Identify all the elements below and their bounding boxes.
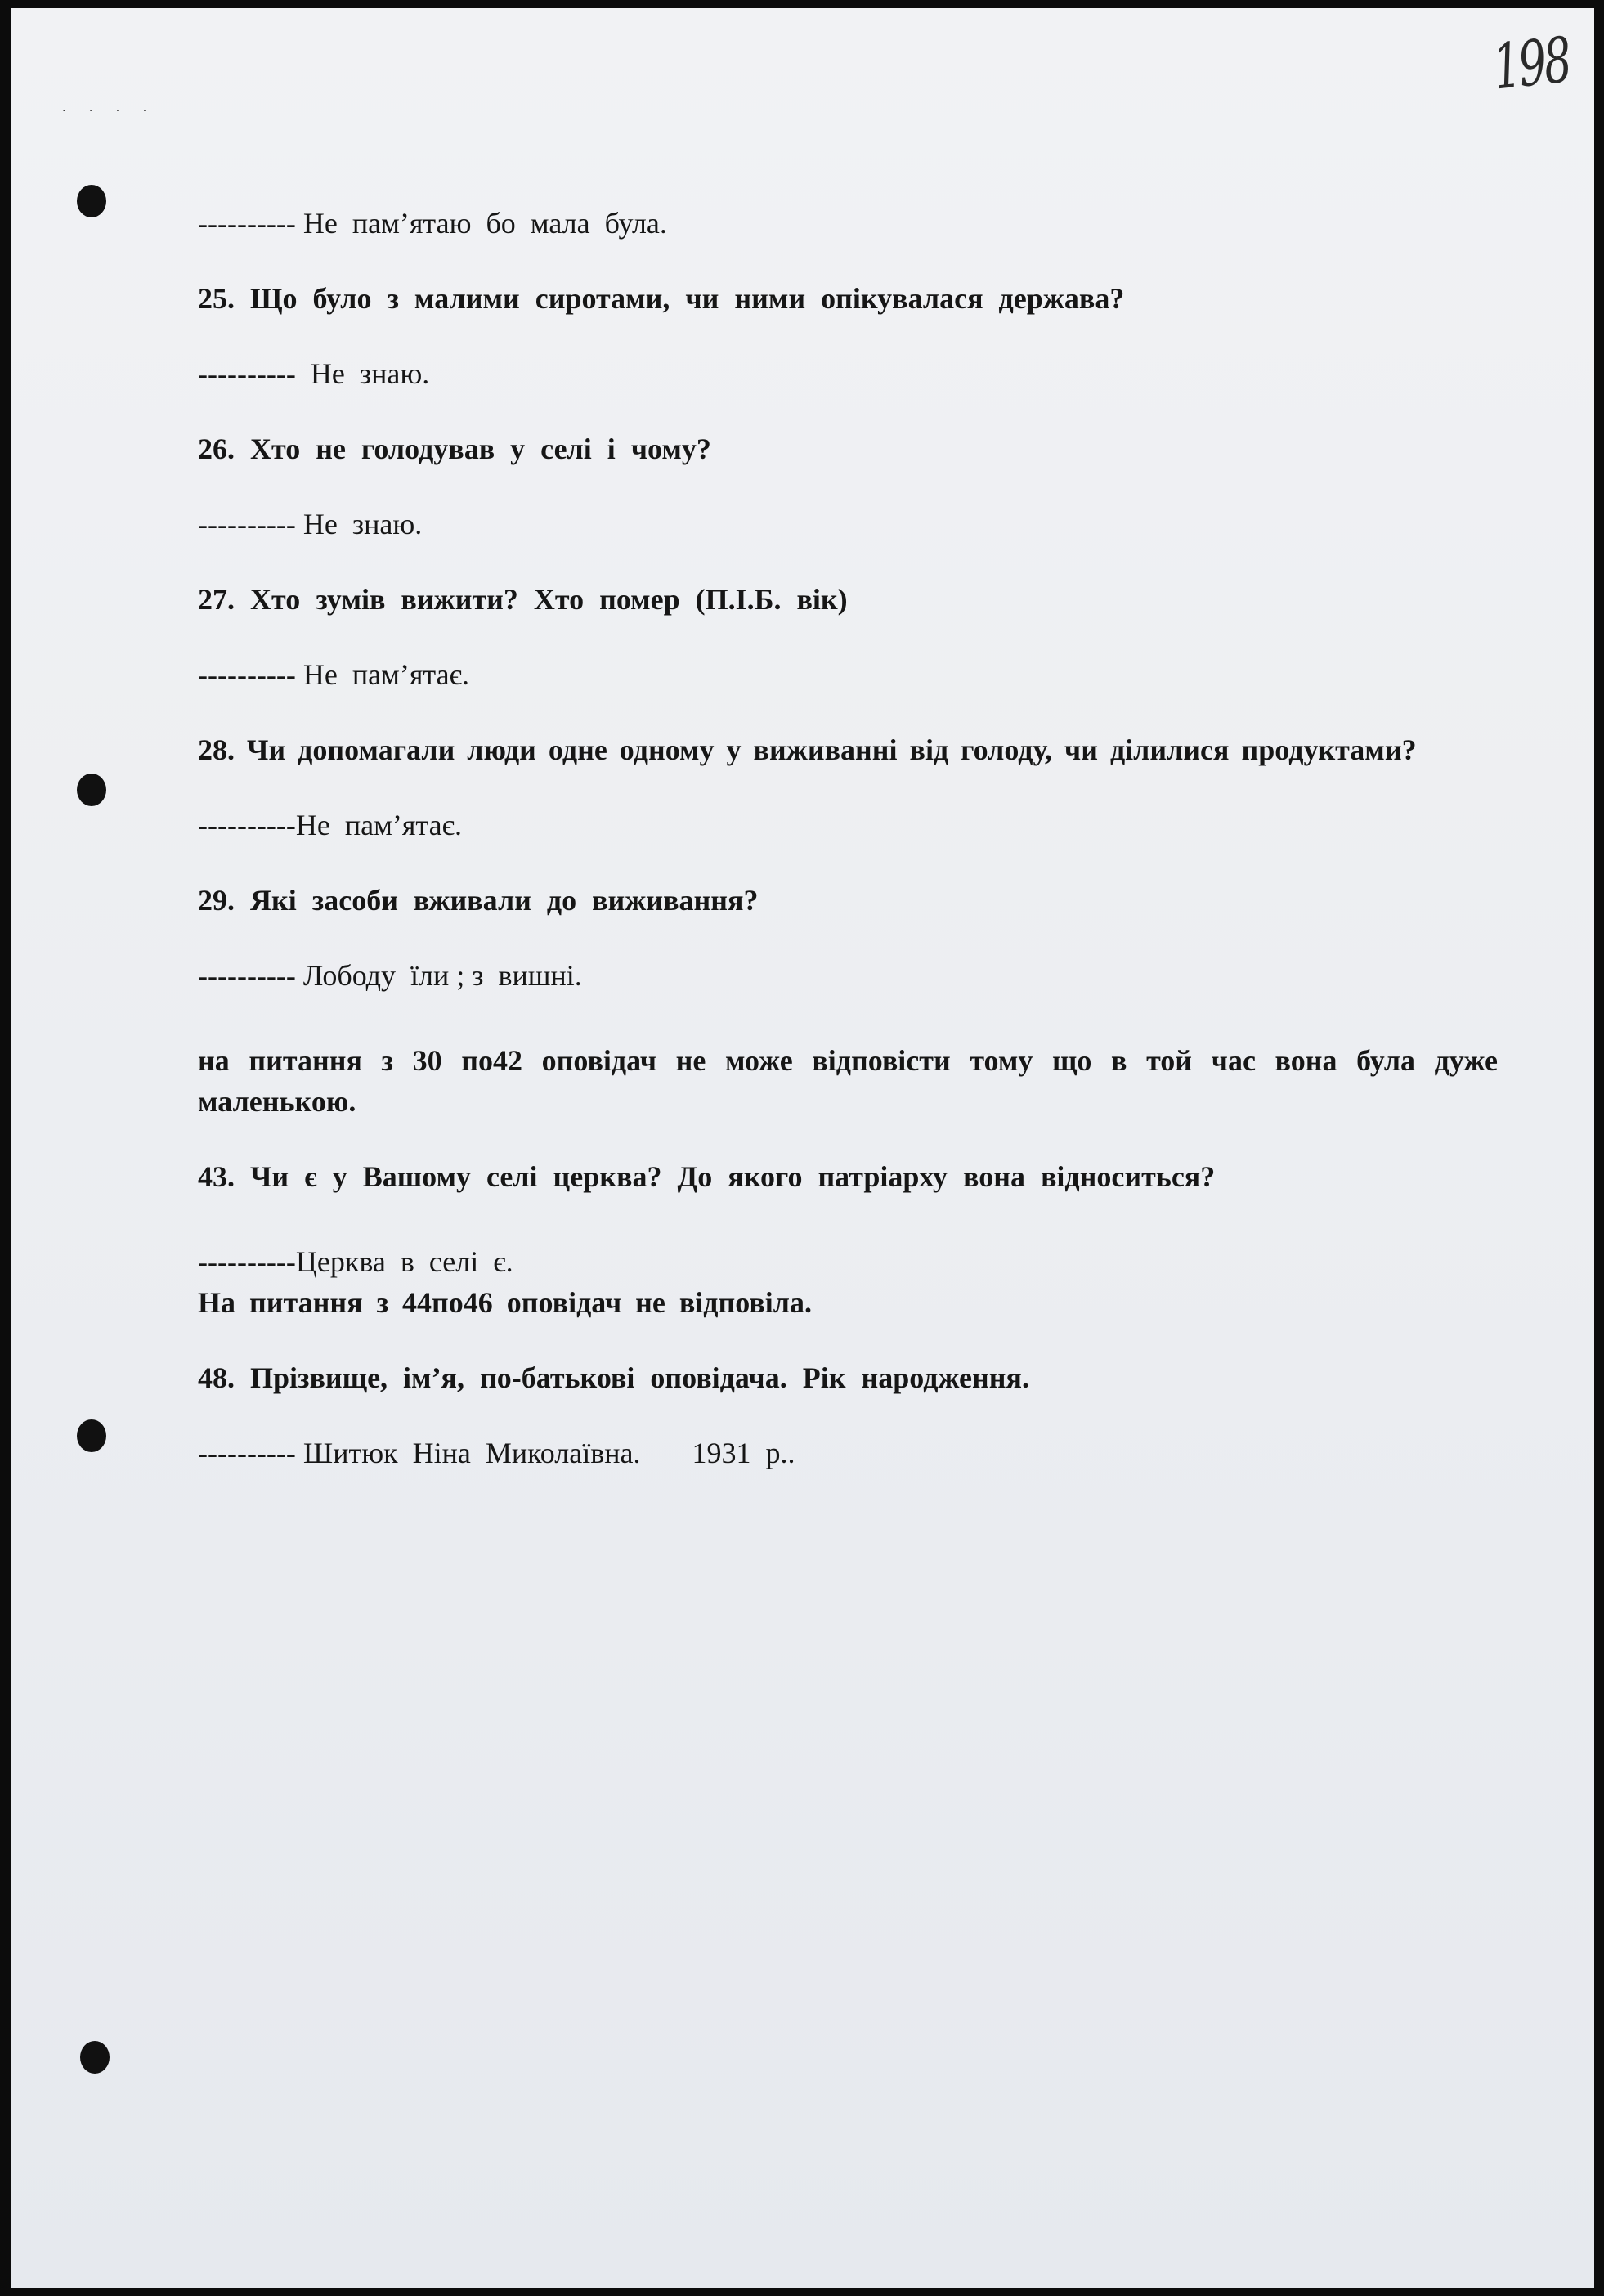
punch-hole-icon (77, 774, 106, 806)
punch-hole-icon (80, 2041, 110, 2074)
question-28: 28. Чи допомагали люди одне одному у виживанні від голоду, чи ділилися продуктами? (198, 733, 1417, 766)
question-43: 43. Чи є у Вашому селі церква? До якого патріарху вона відноситься? (198, 1160, 1216, 1193)
top-margin-marks: · · · · (62, 105, 157, 118)
answer-26: ---------- Не знаю. (198, 508, 423, 540)
answer-29: ---------- Лободу їли ; з вишні. (198, 959, 582, 992)
note-questions-30-42: на питання з 30 по42 оповідач не може відповісти тому що в той час вона була дуже маленькою. (198, 1044, 1498, 1118)
paper-sheet (11, 8, 1594, 2288)
answer-43: ----------Церква в селі є. (198, 1245, 513, 1278)
note-questions-44-46: На питання з 44по46 оповідач не відповіла. (198, 1286, 813, 1319)
question-25: 25. Що було з малими сиротами, чи ними опікувалася держава? (198, 282, 1125, 315)
question-27: 27. Хто зумів вижити? Хто помер (П.І.Б. вік) (198, 583, 848, 616)
answer-24: ---------- Не пам’ятаю бо мала була. (198, 207, 667, 240)
answer-48: ---------- Шитюк Ніна Миколаївна. 1931 р.. (198, 1437, 795, 1469)
question-48: 48. Прізвище, ім’я, по-батькові оповідача. Рік народження. (198, 1361, 1029, 1394)
answer-27: ---------- Не пам’ятає. (198, 658, 470, 691)
answer-25: ---------- Не знаю. (198, 357, 430, 390)
punch-hole-icon (77, 185, 106, 217)
handwritten-page-number: 198 (1490, 23, 1573, 104)
answer-28: ----------Не пам’ятає. (198, 809, 463, 841)
question-26: 26. Хто не голодував у селі і чому? (198, 433, 711, 465)
punch-hole-icon (77, 1419, 106, 1452)
question-29: 29. Які засоби вживали до виживання? (198, 884, 759, 917)
questionnaire-body (198, 203, 1498, 1473)
